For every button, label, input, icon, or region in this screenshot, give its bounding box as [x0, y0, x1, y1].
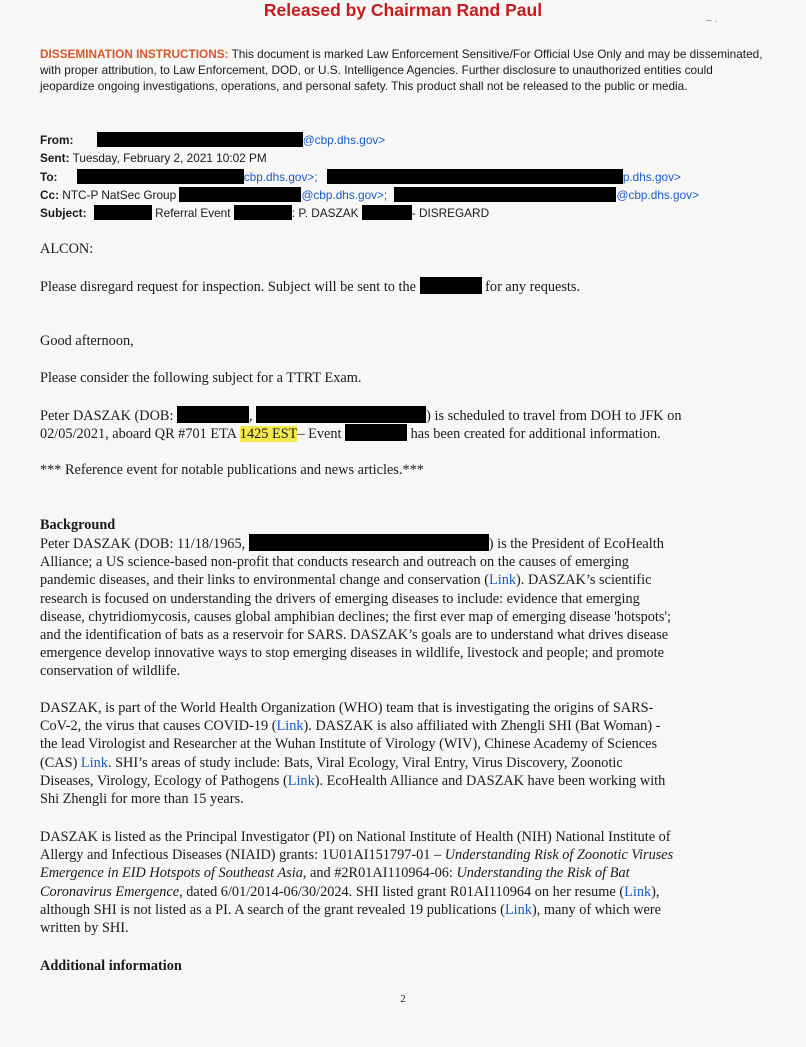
dissemination-label: DISSEMINATION INSTRUCTIONS:	[40, 47, 229, 61]
who-line-2-tail: ). DASZAK is also affiliated with Zhengli SHI (Bat Woman) -	[303, 718, 661, 735]
daszak-dob-label: Peter DASZAK (DOB:	[40, 408, 174, 424]
pi-line-5-tail: ), many of which were	[531, 901, 661, 918]
email-to-row	[40, 169, 681, 184]
bg-line-5: disease, chytridiomycosis, causes global amphibian declines; the first ever map of emerging disease 'hotspots';	[40, 608, 672, 625]
who-line-1: DASZAK, is part of the World Health Organization (WHO) team that is investigating the origins of SARS-	[40, 700, 654, 716]
email-cc-row	[40, 187, 699, 202]
redaction	[394, 187, 616, 202]
email-subject-row	[40, 205, 489, 220]
sent-label: Sent:	[40, 151, 70, 165]
dissemination-instructions	[40, 46, 770, 94]
pi-line-4: dated 6/01/2014-06/30/2024. SHI listed grant R01AI110964 on her resume (	[182, 883, 625, 900]
subject-label: Subject:	[40, 206, 87, 220]
comma: ,	[249, 408, 253, 424]
redaction	[179, 187, 301, 202]
consider-line: Please consider the following subject for a TTRT Exam.	[40, 370, 362, 386]
subject-line-1	[40, 406, 770, 425]
grant-title: Emergence in EID Hotspots of Southeast Asia,	[40, 865, 307, 882]
redaction	[94, 205, 152, 220]
redaction	[234, 205, 292, 220]
disregard-line	[40, 277, 770, 296]
bg-line-1: Peter DASZAK (DOB: 11/18/1965,	[40, 536, 246, 552]
grant-title: Coronavirus Emergence,	[40, 883, 183, 900]
background-heading: Background	[40, 517, 116, 533]
pi-line-4-tail: ),	[651, 883, 660, 900]
subject-part-2: : P. DASZAK	[291, 206, 359, 220]
redaction	[249, 534, 489, 551]
link[interactable]: Link	[624, 883, 652, 900]
to-email-1[interactable]: cbp.dhs.gov>;	[243, 170, 318, 184]
who-line-4-tail: . SHI’s areas of study include: Bats, Viral Ecology, Viral Entry, Virus Discovery, Zoonotic	[107, 754, 623, 771]
bg-line-1-tail: ) is the President of EcoHealth	[488, 536, 664, 552]
email-from-row	[40, 132, 385, 147]
additional-info-heading: Additional information	[40, 958, 182, 974]
redaction	[177, 406, 249, 423]
pi-line-5: although SHI is not listed as a PI. A search of the grant revealed 19 publications (	[40, 901, 505, 918]
event-label: – Event	[297, 426, 342, 442]
grant-title: Understanding the Risk of Bat	[456, 865, 630, 882]
eta-highlight: 1425 EST	[239, 426, 298, 442]
who-line-3: the lead Virologist and Researcher at the Wuhan Institute of Virology (WIV), Chinese Academy of Sciences	[40, 736, 658, 753]
who-paragraph	[40, 699, 770, 808]
email-sent-row	[40, 151, 267, 165]
margin-scribble: ~ ·	[706, 16, 718, 27]
redaction	[362, 205, 412, 220]
disregard-tail: for any requests.	[485, 279, 581, 295]
bg-line-3: pandemic diseases, and their links to environmental change and conservation (	[40, 572, 490, 589]
pi-line-2: Allergy and Infectious Diseases (NIAID) grants: 1U01AI151797-01 –	[40, 847, 445, 864]
link[interactable]: Link	[80, 754, 108, 771]
subject-part-1: Referral Event	[155, 206, 231, 220]
redaction	[256, 406, 426, 423]
pi-line-3: and #2R01AI110964-06:	[306, 865, 457, 882]
bg-line-6: and the identification of bats as a reservoir for SARS. DASZAK’s goals are to understand what drives disease	[40, 627, 669, 644]
dissemination-text: This document is marked Law Enforcement Sensitive/For Official Use Only and may be disseminated, with proper attribution, to Law Enforcement, DOD, or U.S. Intelligence Agencies. Further disclosure to unauthorized entities could jeopardize ongoing investigations, operations, and personal safety. This product shall not be released to the public or media.	[40, 47, 763, 93]
to-label: To:	[40, 170, 58, 184]
redaction	[97, 132, 303, 147]
release-banner: Released by Chairman Rand Paul	[263, 0, 543, 20]
redaction	[77, 169, 244, 184]
cc-email-2[interactable]: @cbp.dhs.gov>	[616, 188, 699, 202]
from-email[interactable]: @cbp.dhs.gov>	[302, 133, 386, 147]
who-line-4: (CAS)	[40, 754, 78, 771]
subject-part-3: - DISREGARD	[411, 206, 490, 220]
page-number: 2	[400, 993, 406, 1005]
bg-line-3-tail: ). DASZAK’s scientific	[516, 572, 652, 589]
cc-group: NTC-P NatSec Group	[62, 188, 177, 202]
who-line-2: CoV-2, the virus that causes COVID-19 (	[40, 718, 277, 735]
cc-email-1[interactable]: @cbp.dhs.gov>;	[301, 188, 388, 202]
bg-line-7: emergence develop innovative ways to stop emerging diseases in wildlife, livestock and people; and promote	[40, 645, 665, 662]
background-paragraph	[40, 534, 770, 681]
grant-title: Understanding Risk of Zoonotic Viruses	[444, 847, 674, 864]
pi-line-1: DASZAK is listed as the Principal Investigator (PI) on National Institute of Health (NIH) National Institute of	[40, 829, 671, 845]
pi-line-6: written by SHI.	[40, 920, 129, 937]
pi-paragraph	[40, 828, 770, 937]
redaction	[420, 277, 482, 294]
greeting: Good afternoon,	[40, 333, 134, 349]
link[interactable]: Link	[489, 572, 517, 589]
salutation-alcon: ALCON:	[40, 241, 94, 257]
bg-line-4: research is focused on understanding the drivers of emerging diseases to include: evidence that emerging	[40, 590, 640, 607]
who-line-6: Shi Zhengli for more than 15 years.	[40, 791, 244, 808]
cc-label: Cc:	[40, 188, 60, 202]
who-line-5-tail: ). EcoHealth Alliance and DASZAK have been working with	[314, 772, 666, 789]
to-email-2[interactable]: p.dhs.gov>	[622, 170, 681, 184]
sent-value: Tuesday, February 2, 2021 10:02 PM	[72, 151, 267, 165]
redaction	[345, 424, 407, 441]
redaction	[327, 169, 623, 184]
subject-line-2	[40, 424, 770, 443]
bg-line-2: Alliance; a US science-based non-profit that conducts research and outreach on the causes of emerging	[40, 554, 629, 571]
who-line-5: Diseases, Virology, Ecology of Pathogens (	[40, 772, 288, 789]
link[interactable]: Link	[287, 772, 315, 789]
bg-line-8: conservation of wildlife.	[40, 663, 181, 680]
link[interactable]: Link	[276, 718, 304, 735]
disregard-text: Please disregard request for inspection. Subject will be sent to the	[40, 279, 416, 295]
reference-note: *** Reference event for notable publications and news articles.***	[40, 462, 424, 478]
event-text: has been created for additional information.	[410, 426, 661, 442]
flight-text: 02/05/2021, aboard QR #701 ETA	[40, 426, 237, 442]
link[interactable]: Link	[504, 901, 532, 918]
from-label: From:	[40, 133, 74, 147]
travel-text: ) is scheduled to travel from DOH to JFK on	[426, 408, 682, 424]
